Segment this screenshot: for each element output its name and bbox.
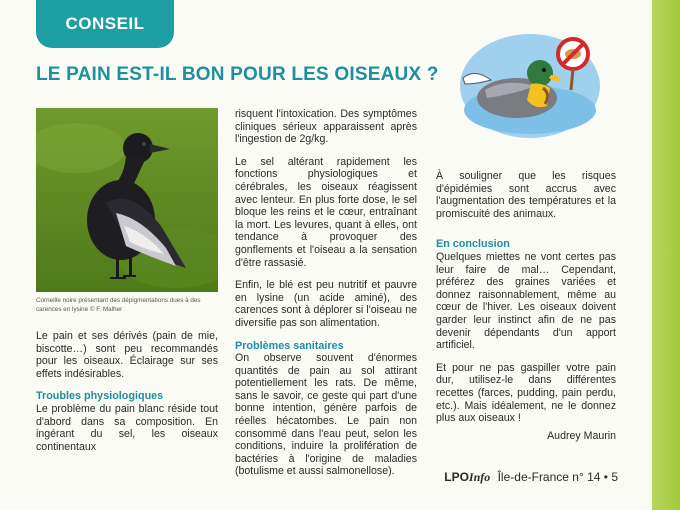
green-side-band [652,0,680,510]
brand-info: Info [468,470,491,484]
paragraph: Et pour ne pas gaspiller votre pain dur, utilisez-le dans différentes recettes (farces, pudding, pain perdu, etc.). Mais idéalement, ne le donnez plus aux oiseaux ! [436,361,616,425]
paragraph: risquent l'intoxication. Des symptômes cliniques sérieux apparaissent après l'ingestion de 2g/kg. [235,108,417,146]
intro-paragraph: Le pain et ses dérivés (pain de mie, biscotte…) sont peu recommandés pour les oiseaux. Éclairage sur ses effets indésirables. [36,330,218,380]
paragraph: Quelques miettes ne vont certes pas leur faire de mal… Cependant, préférez des graines variées et donnez raisonnablement, même au cœur de l'hiver. Les oiseaux doivent garder leur instinct afin de ne pas devenir dépendants d'un apport artificiel. [436,250,616,352]
heading-troubles: Troubles physiologiques [36,390,164,403]
paragraph: Le sel altérant rapidement les fonctions physiologiques et cérébrales, les oiseaux réagissent avec lenteur. En plus forte dose, le sel bloque les reins et le cœur, entraînant la mort. Les levures, quant à elles, ont tendance à provoquer des gonflements et l'oiseau a la sensation d'être rassasié. [235,155,417,269]
heading-problemes: Problèmes sanitaires [235,339,344,352]
paragraph: Le problème du pain blanc réside tout d'abord dans sa composition. En ingérant du sel, les oiseaux continentaux [36,402,218,453]
column-1 [36,330,218,463]
paragraph: À souligner que les risques d'épidémies sont accrus avec l'augmentation des températures et la promiscuité des animaux. [436,170,616,220]
column-3 [436,170,616,435]
page-footer [436,470,618,485]
crow-photo [36,108,218,292]
column-2 [235,108,417,488]
author-name: Audrey Maurin [547,430,616,442]
section-tab: CONSEIL [36,0,174,48]
article-title: LE PAIN EST-IL BON POUR LES OISEAUX ? [36,64,439,85]
brand-lpo: LPO [444,470,469,484]
issue-page: Île-de-France n° 14 • 5 [497,470,618,484]
photo-caption: Corneille noire présentant des dépigmentations dues à des carences en lysine © F. Malher [36,297,201,313]
paragraph: On observe souvent d'énormes quantités de pain au sol attirant potentiellement les rats. De même, sans le savoir, ce geste qui part d'une bonne intention, génère parfois de réelles hécatombes. Le pain non consommé dans l'eau peut, selon les conditions, induire la prolifération de bactéries à l'origine de maladies (botulisme et aussi salmonellose). [235,352,417,478]
duck-illustration [455,28,605,140]
paragraph: Enfin, le blé est peu nutritif et pauvre en lysine (un acide aminé), des carences sont à déplorer si l'oiseau ne diversifie pas son alimentation. [235,279,417,329]
heading-conclusion: En conclusion [436,238,510,251]
